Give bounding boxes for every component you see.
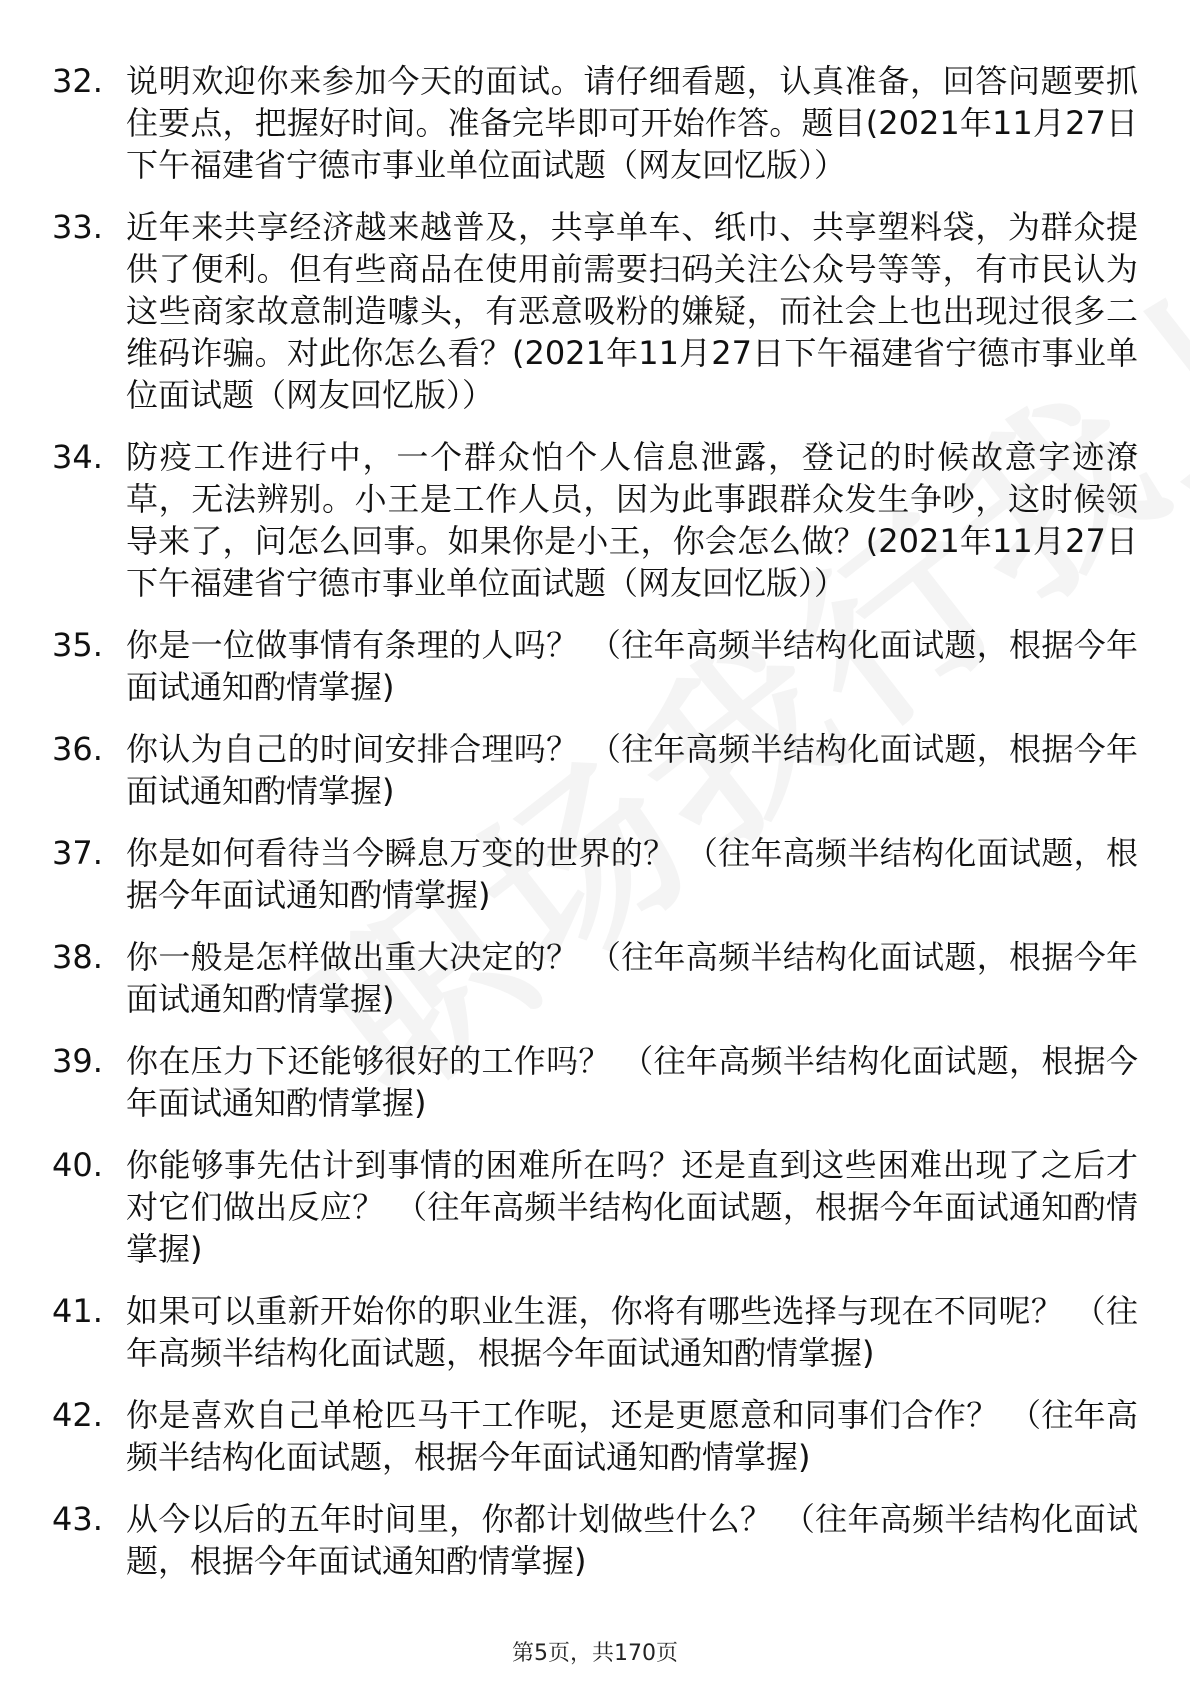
question-number: 38. bbox=[52, 938, 103, 976]
question-number: 34. bbox=[52, 438, 103, 476]
question-number: 36. bbox=[52, 730, 103, 768]
question-item bbox=[0, 624, 1190, 708]
question-text: 你是一位做事情有条理的人吗？ （往年高频半结构化面试题，根据今年面试通知酌情掌握) bbox=[126, 626, 1138, 706]
question-item bbox=[0, 936, 1190, 1020]
page-number: 第5页，共170页 bbox=[512, 1641, 678, 1666]
question-number: 43. bbox=[52, 1500, 103, 1538]
question-item bbox=[0, 60, 1190, 186]
question-item bbox=[0, 436, 1190, 604]
question-number: 33. bbox=[52, 208, 103, 246]
question-number: 39. bbox=[52, 1042, 103, 1080]
question-text: 你认为自己的时间安排合理吗？ （往年高频半结构化面试题，根据今年面试通知酌情掌握) bbox=[126, 730, 1138, 810]
question-text: 你是如何看待当今瞬息万变的世界的？ （往年高频半结构化面试题，根据今年面试通知酌情掌握) bbox=[126, 834, 1138, 914]
question-text: 近年来共享经济越来越普及，共享单车、纸巾、共享塑料袋，为群众提供了便利。但有些商品在使用前需要扫码关注公众号等等，有市民认为这些商家故意制造噱头，有恶意吸粉的嫌疑，而社会上也出现过很多二维码诈骗。对此你怎么看？(2021年11月27日下午福建省宁德市事业单位面试题（网友回忆版）） bbox=[126, 208, 1138, 414]
question-text: 防疫工作进行中，一个群众怕个人信息泄露，登记的时候故意字迹潦草，无法辨别。小王是工作人员，因为此事跟群众发生争吵，这时候领导来了，问怎么回事。如果你是小王，你会怎么做？(2021年11月27日下午福建省宁德市事业单位面试题（网友回忆版）） bbox=[126, 438, 1138, 602]
question-text: 你在压力下还能够很好的工作吗？ （往年高频半结构化面试题，根据今年面试通知酌情掌握) bbox=[126, 1042, 1138, 1122]
question-text: 说明欢迎你来参加今天的面试。请仔细看题，认真准备，回答问题要抓住要点，把握好时间。准备完毕即可开始作答。题目(2021年11月27日下午福建省宁德市事业单位面试题（网友回忆版）） bbox=[126, 62, 1138, 184]
question-text: 你一般是怎样做出重大决定的？ （往年高频半结构化面试题，根据今年面试通知酌情掌握) bbox=[126, 938, 1138, 1018]
question-text: 你是喜欢自己单枪匹马干工作呢，还是更愿意和同事们合作？ （往年高频半结构化面试题，根据今年面试通知酌情掌握) bbox=[126, 1396, 1138, 1476]
question-item bbox=[0, 206, 1190, 416]
question-number: 40. bbox=[52, 1146, 103, 1184]
question-item bbox=[0, 1394, 1190, 1478]
question-number: 42. bbox=[52, 1396, 103, 1434]
question-text: 如果可以重新开始你的职业生涯，你将有哪些选择与现在不同呢？ （往年高频半结构化面试题，根据今年面试通知酌情掌握) bbox=[126, 1292, 1138, 1372]
question-item bbox=[0, 1040, 1190, 1124]
question-list bbox=[0, 60, 1190, 1602]
question-number: 32. bbox=[52, 62, 103, 100]
question-number: 35. bbox=[52, 626, 103, 664]
question-item bbox=[0, 728, 1190, 812]
question-item bbox=[0, 1290, 1190, 1374]
question-item bbox=[0, 1144, 1190, 1270]
question-number: 41. bbox=[52, 1292, 103, 1330]
question-text: 从今以后的五年时间里，你都计划做些什么？ （往年高频半结构化面试题，根据今年面试通知酌情掌握) bbox=[126, 1500, 1138, 1580]
question-item bbox=[0, 832, 1190, 916]
question-number: 37. bbox=[52, 834, 103, 872]
question-item bbox=[0, 1498, 1190, 1582]
question-text: 你能够事先估计到事情的困难所在吗？还是直到这些困难出现了之后才对它们做出反应？ （往年高频半结构化面试题，根据今年面试通知酌情掌握) bbox=[126, 1146, 1138, 1268]
